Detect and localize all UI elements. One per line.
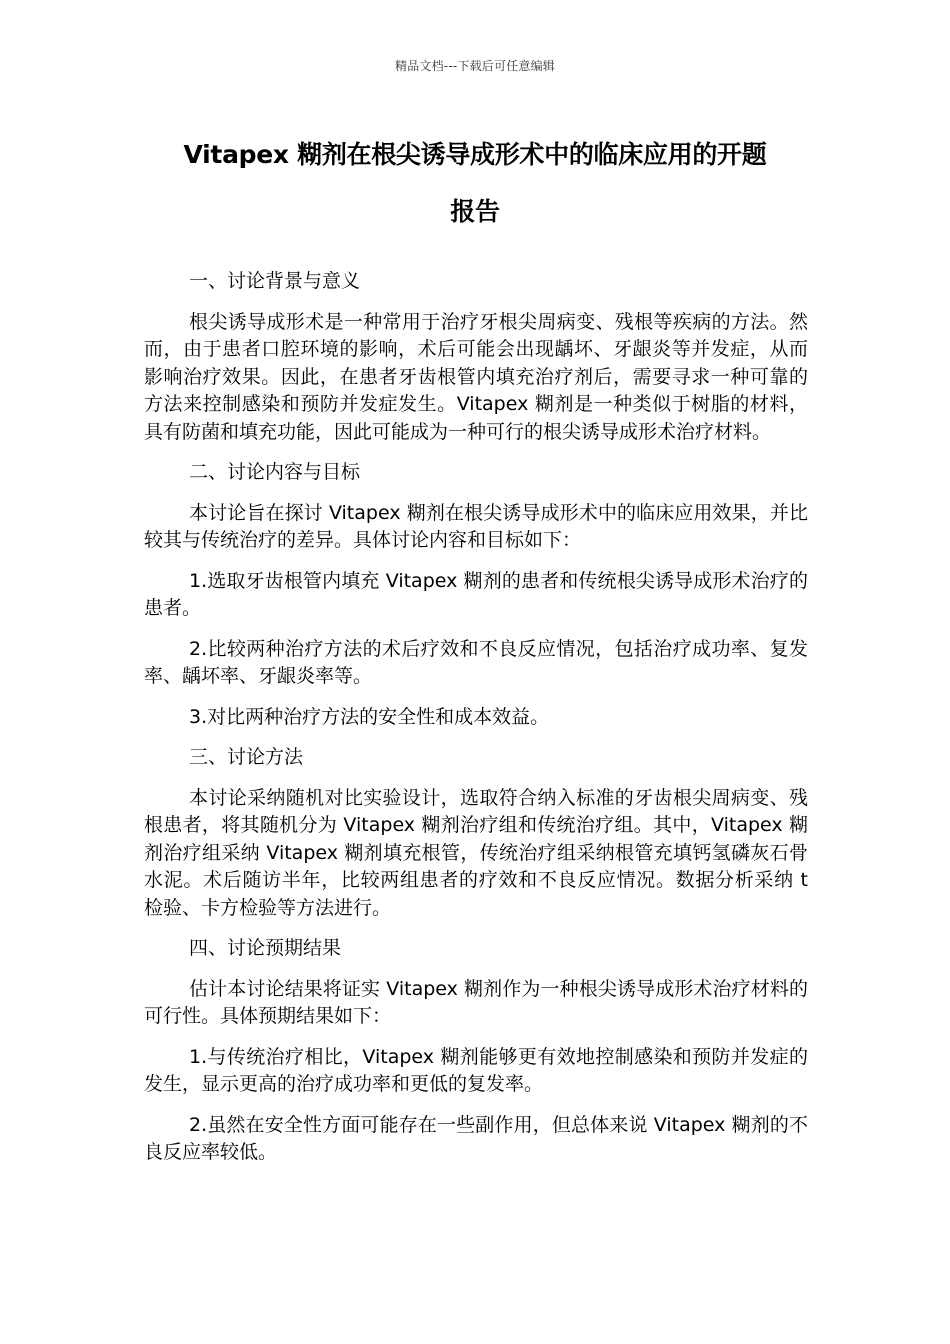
list-item-result-2: 2.虽然在安全性方面可能存在一些副作用，但总体来说 Vitapex 糊剂的不良反应率较低。	[144, 1113, 808, 1163]
paragraph-expected-results: 估计本讨论结果将证实 Vitapex 糊剂作为一种根尖诱导成形术治疗材料的可行性。具体预期结果如下：	[144, 977, 808, 1027]
document-title-line-2: 报告	[450, 197, 500, 226]
section-heading-content-goals: 二、讨论内容与目标	[189, 461, 361, 483]
list-item-goal-1: 1.选取牙齿根管内填充 Vitapex 糊剂的患者和传统根尖诱导成形术治疗的患者。	[144, 569, 808, 619]
section-heading-methods: 三、讨论方法	[189, 746, 304, 768]
list-item-goal-2: 2.比较两种治疗方法的术后疗效和不良反应情况，包括治疗成功率、复发率、龋坏率、牙龈炎率等。	[144, 637, 808, 687]
paragraph-background: 根尖诱导成形术是一种常用于治疗牙根尖周病变、残根等疾病的方法。然而，由于患者口腔环境的影响，术后可能会出现龋坏、牙龈炎等并发症，从而影响治疗效果。因此，在患者牙齿根管内填充治疗剂后，需要寻求一种可靠的方法来控制感染和预防并发症发生。Vitapex 糊剂是一种类似于树脂的材料，具有防菌和填充功能，因此可能成为一种可行的根尖诱导成形术治疗材料。	[144, 310, 808, 443]
section-heading-background: 一、讨论背景与意义	[189, 270, 361, 292]
paragraph-content-goals: 本讨论旨在探讨 Vitapex 糊剂在根尖诱导成形术中的临床应用效果，并比较其与传统治疗的差异。具体讨论内容和目标如下：	[144, 501, 808, 551]
document-title-line-1: Vitapex 糊剂在根尖诱导成形术中的临床应用的开题	[183, 140, 767, 169]
paragraph-methods: 本讨论采纳随机对比实验设计，选取符合纳入标准的牙齿根尖周病变、残根患者，将其随机分为 Vitapex 糊剂治疗组和传统治疗组。其中，Vitapex 糊剂治疗组采纳 Vitapex 糊剂填充根管，传统治疗组采纳根管充填钙氢磷灰石骨水泥。术后随访半年，比较两组患者的疗效和不良反应情况。数据分析采纳 t 检验、卡方检验等方法进行。	[144, 786, 808, 919]
document-body	[144, 268, 808, 1180]
list-item-goal-3: 3.对比两种治疗方法的安全性和成本效益。	[189, 705, 550, 728]
list-item-result-1: 1.与传统治疗相比，Vitapex 糊剂能够更有效地控制感染和预防并发症的发生，显示更高的治疗成功率和更低的复发率。	[144, 1045, 808, 1095]
section-heading-expected-results: 四、讨论预期结果	[189, 937, 342, 959]
header-note: 精品文档---下载后可任意编辑	[395, 59, 555, 73]
